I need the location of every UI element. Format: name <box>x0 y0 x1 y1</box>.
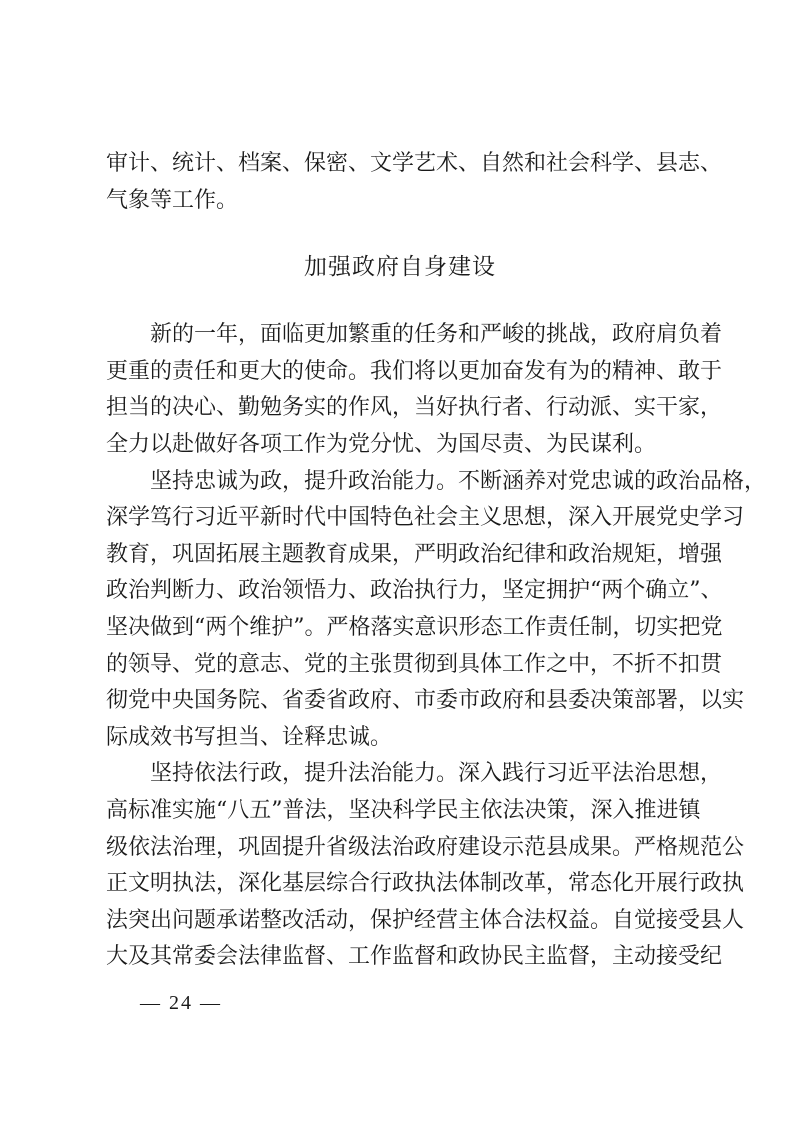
section-heading: 加强政府自身建设 <box>304 254 496 281</box>
body-text-line: 坚持依法行政，提升法治能力。深入践行习近平法治思想， <box>150 761 723 787</box>
body-text-line: 的领导、党的意志、党的主张贯彻到具体工作之中，不折不扣贯 <box>106 651 723 677</box>
body-text-line: 正文明执法，深化基层综合行政执法体制改革，常态化开展行政执 <box>106 871 745 897</box>
body-text-line: 全力以赴做好各项工作为党分忧、为国尽责、为民谋利。 <box>106 431 657 457</box>
body-text-line: 更重的责任和更大的使命。我们将以更加奋发有为的精神、敢于 <box>106 358 723 384</box>
body-text-line: 际成效书写担当、诠释忠诚。 <box>106 724 393 750</box>
body-text-line: 审计、统计、档案、保密、文学艺术、自然和社会科学、县志、 <box>106 151 723 176</box>
page-body <box>106 146 767 976</box>
page-number: — 24 — <box>140 992 222 1014</box>
body-text-line: 政治判断力、政治领悟力、政治执行力，坚定拥护“两个确立”、 <box>106 578 723 604</box>
body-text-line: 法突出问题承诺整改活动，保护经营主体合法权益。自觉接受县人 <box>106 907 745 933</box>
body-text-line: 担当的决心、勤勉务实的作风，当好执行者、行动派、实干家， <box>106 395 723 421</box>
body-text-line: 深学笃行习近平新时代中国特色社会主义思想，深入开展党史学习 <box>106 505 745 531</box>
body-text-line: 气象等工作。 <box>106 187 239 213</box>
body-text-line: 高标准实施“八五”普法，坚决科学民主依法决策，深入推进镇 <box>106 797 701 823</box>
body-text-line: 坚持忠诚为政，提升政治能力。不断涵养对党忠诚的政治品格， <box>150 468 767 494</box>
body-text-line: 坚决做到“两个维护”。严格落实意识形态工作责任制，切实把党 <box>106 614 723 640</box>
body-text-line: 大及其常委会法律监督、工作监督和政协民主监督，主动接受纪 <box>106 944 723 970</box>
body-text-line: 彻党中央国务院、省委省政府、市委市政府和县委决策部署，以实 <box>106 688 745 714</box>
body-text-line: 级依法治理，巩固提升省级法治政府建设示范县成果。严格规范公 <box>106 834 745 860</box>
paragraph <box>106 317 723 463</box>
body-text-line: 教育，巩固拓展主题教育成果，严明政治纪律和政治规矩，增强 <box>106 541 723 567</box>
paragraph <box>106 464 767 757</box>
paragraph <box>106 756 745 976</box>
body-text-line: 新的一年，面临更加繁重的任务和严峻的挑战，政府肩负着 <box>150 322 723 348</box>
